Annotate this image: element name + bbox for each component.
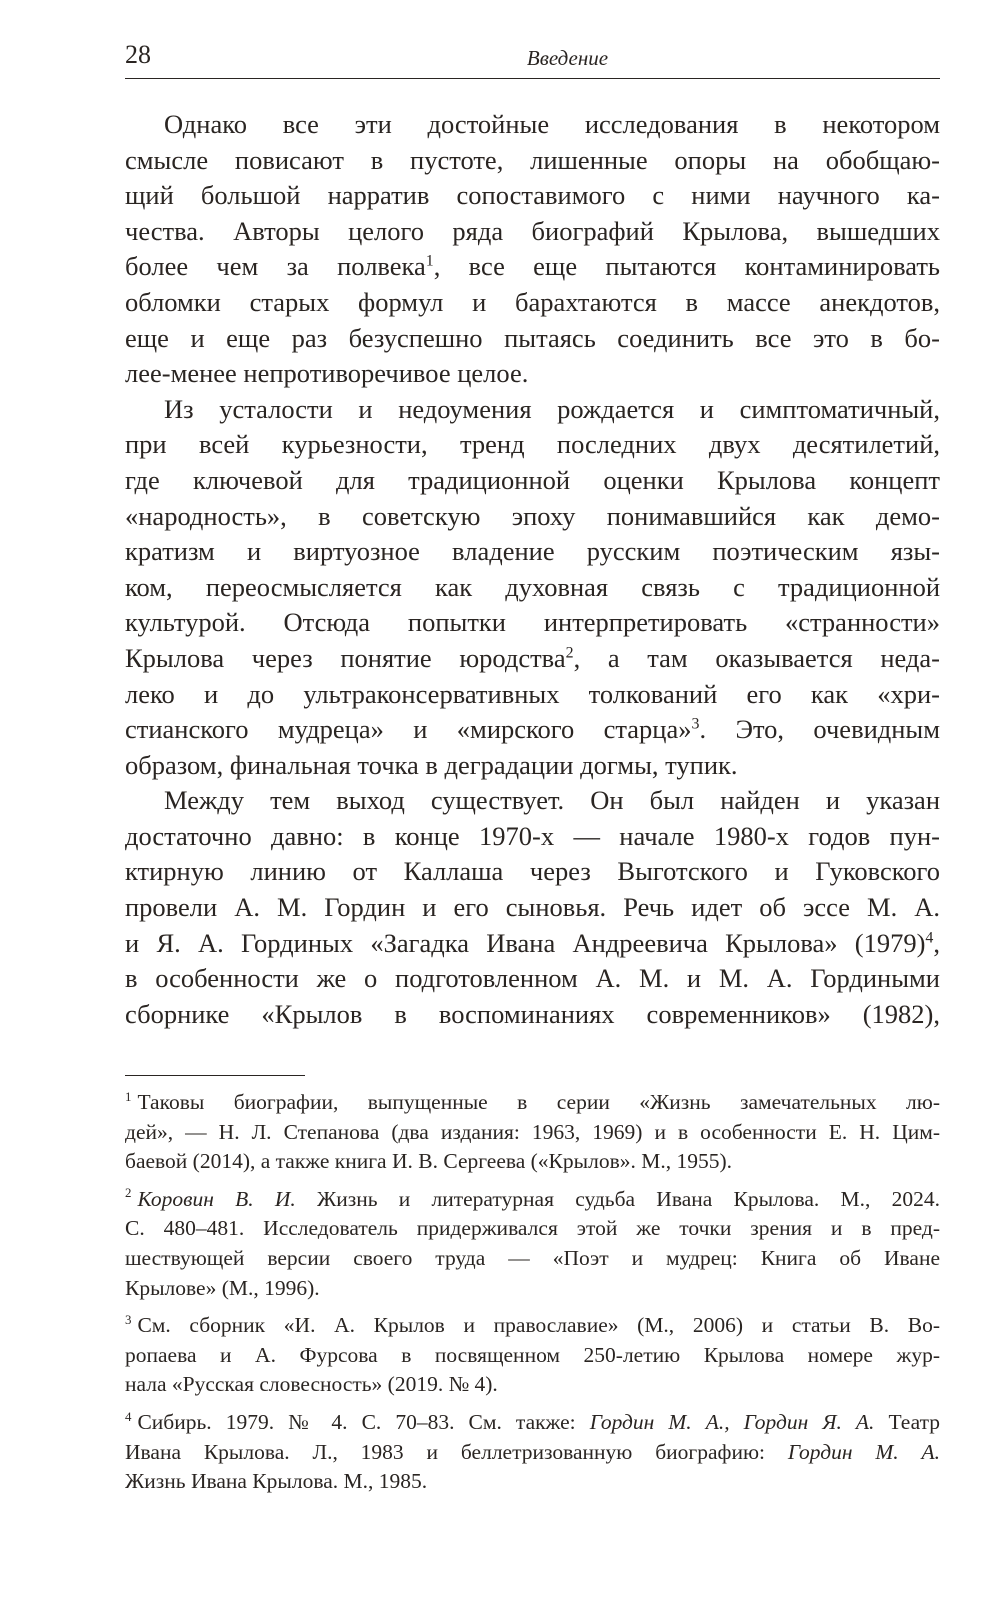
text-line: обломки старых формул и барахтаются в массе анекдотов, — [125, 286, 940, 317]
footnote-line: ропаева и А. Фурсова в посвященном 250-летию Крылова номере жур- — [125, 1342, 940, 1367]
text-line: сборнике «Крылов в воспоминаниях современников» (1982), — [125, 998, 940, 1029]
footnote-line — [125, 1408, 940, 1438]
author-name: Коровин В. И. — [137, 1186, 296, 1211]
text-fragment: . Это, очевидным — [699, 714, 941, 745]
text-line: смысле повисают в пустоте, лишенные опоры на обобщаю- — [125, 144, 940, 175]
text-fragment: , — [933, 927, 940, 958]
footnotes — [125, 1088, 940, 1505]
text-line: чества. Авторы целого ряда биографий Крылова, вышедших — [125, 215, 940, 246]
footnote-line — [125, 1438, 940, 1468]
text-line-with-footnote — [125, 926, 940, 962]
text-line-with-footnote — [125, 249, 940, 285]
footnote-mark: 2 — [125, 1186, 132, 1201]
author-name: Гордин М. А., Гордин Я. А. — [589, 1409, 875, 1434]
footnote-line — [125, 1311, 940, 1341]
text-line: при всей курьезности, тренд последних двух десятилетий, — [125, 429, 940, 460]
text-line: провели А. М. Гордин и его сыновья. Речь идет об эссе М. А. — [125, 892, 940, 923]
footnote-line: шествующей версии своего труда — «Поэт и мудрец: Книга об Иване — [125, 1245, 940, 1270]
text-line: где ключевой для традиционной оценки Крылова концепт — [125, 464, 940, 495]
text-fragment: , все еще пытаются контаминировать — [433, 251, 940, 282]
paragraph-1 — [125, 107, 940, 392]
text-line: Из усталости и недоумения рождается и симптоматичный, — [164, 393, 940, 424]
main-text — [125, 107, 940, 1032]
text-line: «народность», в советскую эпоху понимавшийся как демо- — [125, 500, 940, 531]
footnote-ref-1[interactable]: 1 — [425, 252, 434, 270]
text-line: лее-менее непротиворечивое целое. — [125, 358, 529, 389]
footnote-ref-3[interactable]: 3 — [691, 715, 700, 733]
text-line-with-footnote — [125, 712, 940, 748]
text-line: леко и до ультраконсервативных толкований его как «хри- — [125, 678, 940, 709]
page-number: 28 — [125, 40, 151, 69]
footnote-line — [125, 1185, 940, 1215]
text-fragment: Сибирь. 1979. № 4. С. 70–83. См. также: — [137, 1409, 590, 1434]
footnote-line: баевой (2014), а также книга И. В. Сергеева («Крылов». М., 1955). — [125, 1149, 732, 1174]
text-line: достаточно давно: в конце 1970-х — начале 1980-х годов пун- — [125, 820, 940, 851]
footnote-line: Крылове» (М., 1996). — [125, 1275, 320, 1300]
footnote-line: С. 480–481. Исследователь придерживался этой же точки зрения и в пред- — [125, 1216, 940, 1241]
text-line: еще и еще раз безуспешно пытаясь соединить все это в бо- — [125, 322, 940, 353]
text-fragment: более чем за полвека — [125, 251, 426, 282]
text-fragment: Таковы биографии, выпущенные в серии «Жизнь замечательных лю- — [137, 1090, 940, 1114]
paragraph-3 — [125, 783, 940, 1032]
running-title: Введение — [526, 46, 609, 70]
text-line: Однако все эти достойные исследования в некотором — [164, 109, 940, 139]
text-line: ктирную линию от Каллаша через Выготского и Гуковского — [125, 856, 940, 887]
text-line: кратизм и виртуозное владение русским поэтическим язы- — [125, 536, 940, 567]
text-fragment: См. сборник «И. А. Крылов и православие» (М., 2006) и статьи В. Во- — [137, 1313, 940, 1338]
text-fragment: стианского мудреца» и «мирского старца» — [125, 714, 692, 745]
footnote-2 — [125, 1185, 940, 1303]
text-line-with-footnote — [125, 641, 940, 677]
text-line: Между тем выход существует. Он был найден и указан — [164, 785, 940, 816]
footnote-1 — [125, 1088, 940, 1177]
paragraph-2 — [125, 392, 940, 784]
footnote-line: нала «Русская словесность» (2019. № 4). — [125, 1372, 498, 1397]
text-fragment: Ивана Крылова. Л., 1983 и беллетризованную биографию: — [125, 1439, 788, 1464]
text-fragment: , а там оказывается неда- — [573, 642, 940, 673]
footnote-mark: 4 — [125, 1409, 132, 1424]
text-line: в особенности же о подготовленном А. М. и М. А. Гордиными — [125, 963, 940, 994]
text-line: ком, переосмысляется как духовная связь с традиционной — [125, 571, 940, 602]
footnote-ref-4[interactable]: 4 — [925, 929, 934, 947]
footnote-line: Жизнь Ивана Крылова. М., 1985. — [125, 1469, 428, 1494]
page-header — [125, 38, 940, 79]
text-fragment: Жизнь и литературная судьба Ивана Крылова. М., 2024. — [295, 1186, 940, 1211]
author-name: Гордин М. А. — [787, 1439, 940, 1464]
footnote-mark: 3 — [125, 1312, 132, 1327]
footnote-line: дей», — Н. Л. Степанова (два издания: 1963, 1969) и в особенности Е. Н. Цим- — [125, 1119, 940, 1144]
text-line: образом, финальная точка в деградации догмы, тупик. — [125, 749, 738, 780]
footnote-line — [125, 1088, 940, 1118]
footnote-3 — [125, 1311, 940, 1400]
footnote-mark: 1 — [125, 1089, 132, 1104]
footnote-4 — [125, 1408, 940, 1497]
footnote-ref-2[interactable]: 2 — [565, 644, 574, 662]
footnote-divider — [125, 1075, 305, 1076]
text-fragment: Крылова через понятие юродства — [125, 642, 566, 673]
text-line: щий большой нарратив сопоставимого с ними научного ка- — [125, 180, 940, 211]
text-fragment: Театр — [874, 1409, 941, 1434]
text-line: культурой. Отсюда попытки интерпретировать «странности» — [125, 607, 940, 638]
text-fragment: и Я. А. Гординых «Загадка Ивана Андреевича Крылова» (1979) — [125, 927, 926, 958]
